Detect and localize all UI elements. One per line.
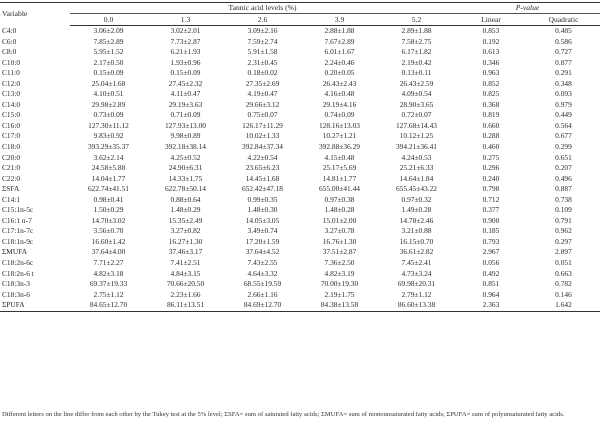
value-cell: 0.15±0.09: [170, 68, 201, 78]
value-cell: 7.36±2.50: [324, 258, 355, 268]
linear-pvalue-cell: 0.275: [482, 152, 500, 162]
tannic-acid-group-header: Tannic acid levels (%): [70, 3, 455, 14]
value-cell: 1.48±0.30: [247, 205, 278, 215]
table-row: [0, 68, 600, 79]
value-cell: 0.13±0.11: [401, 68, 432, 78]
quadratic-pvalue-cell: 0.677: [555, 131, 572, 141]
table-row: [0, 290, 600, 301]
variable-cell: ΣSFA: [2, 184, 20, 194]
table-row: [0, 226, 600, 237]
value-cell: 4.19±0.47: [247, 89, 278, 99]
value-cell: 7.71±2.27: [93, 258, 124, 268]
quadratic-pvalue-cell: 0.738: [555, 194, 572, 204]
quadratic-pvalue-cell: 0.291: [555, 68, 572, 78]
value-cell: 0.97±0.32: [401, 194, 432, 204]
value-cell: 2.31±0.45: [247, 57, 278, 67]
value-cell: 69.98±20.31: [397, 279, 436, 289]
level-header: 2.6: [224, 14, 301, 26]
value-cell: 7.43±2.55: [247, 258, 278, 268]
quadratic-pvalue-cell: 0.485: [555, 26, 572, 35]
value-cell: 7.41±2.51: [170, 258, 201, 268]
linear-pvalue-cell: 0.185: [482, 226, 500, 236]
value-cell: 14.05±3.05: [245, 215, 280, 225]
value-cell: 15.35±2.49: [168, 215, 203, 225]
table-row: [0, 110, 600, 121]
linear-pvalue-cell: 0.613: [482, 47, 500, 57]
value-cell: 5.95±1.52: [93, 47, 124, 57]
linear-pvalue-cell: 0.900: [482, 215, 500, 225]
value-cell: 84.38±13.58: [301, 300, 378, 311]
value-cell: 1.93±0.96: [170, 57, 201, 67]
value-cell: 0.99±0.35: [247, 194, 278, 204]
quadratic-header: Quadratic: [527, 14, 600, 26]
value-cell: 9.83±0.92: [93, 131, 124, 141]
quadratic-pvalue-cell: 0.962: [555, 226, 572, 236]
table-row: [0, 100, 600, 111]
linear-pvalue-cell: 0.964: [482, 289, 500, 299]
variable-cell: C22:0: [2, 173, 21, 183]
variable-cell: C16:1 n-7: [2, 215, 32, 225]
value-cell: 29.19±3.63: [168, 99, 203, 109]
value-cell: 0.98±0.41: [93, 194, 124, 204]
value-cell: 0.18±0.02: [247, 68, 278, 78]
quadratic-pvalue-cell: 0.586: [555, 36, 572, 46]
linear-pvalue-cell: 0.056: [482, 258, 500, 268]
value-cell: 2.19±1.75: [324, 289, 355, 299]
linear-pvalue-cell: 2.967: [482, 247, 500, 257]
variable-cell: C8:0: [2, 47, 17, 57]
linear-pvalue-cell: 0.377: [482, 205, 500, 215]
value-cell: 622.78±50.14: [164, 184, 206, 194]
value-cell: 3.56±0.70: [93, 226, 124, 236]
quadratic-pvalue-cell: 0.564: [555, 120, 572, 130]
linear-pvalue-cell: 0.851: [482, 279, 500, 289]
value-cell: 394.21±36.41: [395, 142, 437, 152]
variable-cell: C12:0: [2, 78, 21, 88]
variable-header: Variable: [0, 3, 70, 26]
value-cell: 0.73±0.09: [93, 110, 124, 120]
variable-cell: C20:0: [2, 152, 21, 162]
value-cell: 14.78±2.46: [399, 215, 434, 225]
value-cell: 14.45±1.68: [245, 173, 280, 183]
value-cell: 2.89±1.88: [401, 26, 432, 35]
value-cell: 622.74±41.51: [87, 184, 129, 194]
value-cell: 10.02±1.33: [245, 131, 280, 141]
quadratic-pvalue-cell: 0.146: [555, 289, 572, 299]
quadratic-pvalue-cell: 0.207: [555, 163, 572, 173]
table-row: [0, 184, 600, 195]
linear-pvalue-cell: 0.712: [482, 194, 500, 204]
quadratic-pvalue-cell: 0.299: [555, 142, 572, 152]
variable-cell: C14:0: [2, 99, 21, 109]
value-cell: 16.27±1.30: [168, 236, 203, 246]
variable-cell: C18:3n-3: [2, 279, 30, 289]
value-cell: 1.50±0.29: [93, 205, 124, 215]
linear-pvalue-cell: 0.346: [482, 57, 500, 67]
value-cell: 2.75±1.12: [93, 289, 124, 299]
value-cell: 10.27±1.21: [322, 131, 357, 141]
value-cell: 4.82±3.19: [324, 268, 355, 278]
value-cell: 3.02±2.01: [170, 26, 201, 35]
value-cell: 392.18±38.14: [164, 142, 206, 152]
value-cell: 9.98±0.89: [170, 131, 201, 141]
value-cell: 16.15±0.70: [399, 236, 434, 246]
value-cell: 86.60±13.38: [378, 300, 455, 311]
value-cell: 27.45±2.32: [168, 78, 203, 88]
value-cell: 0.72±0.07: [401, 110, 432, 120]
linear-pvalue-cell: 0.492: [482, 268, 500, 278]
value-cell: 4.15±0.48: [324, 152, 355, 162]
value-cell: 3.09±2.16: [247, 26, 278, 35]
linear-pvalue-cell: 0.240: [482, 173, 500, 183]
value-cell: 15.01±2.00: [322, 215, 357, 225]
value-cell: 127.93±13.00: [164, 120, 206, 130]
value-cell: 2.24±0.46: [324, 57, 355, 67]
table-row: [0, 269, 600, 280]
linear-pvalue-cell: 0.288: [482, 131, 500, 141]
linear-pvalue-cell: 0.460: [482, 142, 500, 152]
value-cell: 37.46±3.17: [168, 247, 203, 257]
value-cell: 3.27±0.78: [324, 226, 355, 236]
level-header: 0.0: [70, 14, 147, 26]
value-cell: 4.73±3.24: [401, 268, 432, 278]
value-cell: 652.42±47.18: [241, 184, 283, 194]
quadratic-pvalue-cell: 0.727: [555, 47, 572, 57]
value-cell: 7.45±2.41: [401, 258, 432, 268]
table-footnote: Different letters on the line differ from each other by the Tukey test at the 5% level; ΣSFA= sum of saturated fatty acids; ΣMUFA= sum of monounsaturated fatty acids; ΣPUFA= sum of polyunsaturated fatty acids.: [2, 411, 565, 418]
value-cell: 24.90±6.31: [168, 163, 203, 173]
table-row: [0, 131, 600, 142]
quadratic-pvalue-cell: 0.449: [555, 110, 572, 120]
quadratic-pvalue-cell: 0.651: [555, 152, 572, 162]
value-cell: 0.88±0.64: [170, 194, 201, 204]
value-cell: 4.84±3.15: [170, 268, 201, 278]
value-cell: 14.70±3.02: [91, 215, 126, 225]
variable-cell: C14:1: [2, 194, 21, 204]
value-cell: 25.17±5.69: [322, 163, 357, 173]
value-cell: 3.49±0.74: [247, 226, 278, 236]
variable-cell: C18:2n-6c: [2, 258, 34, 268]
value-cell: 14.64±1.84: [399, 173, 434, 183]
value-cell: 2.88±1.88: [324, 26, 355, 35]
value-cell: 14.81±1.77: [322, 173, 357, 183]
table-row: [0, 47, 600, 58]
value-cell: 126.17±11.29: [242, 120, 283, 130]
value-cell: 2.17±0.50: [93, 57, 124, 67]
value-cell: 0.97±0.38: [324, 194, 355, 204]
value-cell: 0.15±0.09: [93, 68, 124, 78]
quadratic-pvalue-cell: 2.897: [555, 247, 572, 257]
value-cell: 4.22±0.54: [247, 152, 278, 162]
value-cell: 2.66±1.16: [247, 289, 278, 299]
value-cell: 23.65±6.23: [245, 163, 280, 173]
variable-cell: C18:1n-9c: [2, 236, 34, 246]
value-cell: 6.01±1.67: [324, 47, 355, 57]
table-row: [0, 26, 600, 37]
table-row: [0, 58, 600, 69]
quadratic-pvalue-cell: 0.496: [555, 173, 572, 183]
variable-cell: C15:1n-5c: [2, 205, 34, 215]
value-cell: 1.49±0.28: [401, 205, 432, 215]
value-cell: 16.60±1.42: [91, 236, 126, 246]
value-cell: 5.91±1.58: [247, 47, 278, 57]
value-cell: 1.48±0.29: [170, 205, 201, 215]
linear-pvalue-cell: 0.368: [482, 99, 500, 109]
header-row-columns: [0, 14, 600, 26]
value-cell: 68.55±19.59: [243, 279, 282, 289]
table-row: [0, 205, 600, 216]
linear-pvalue-cell: 0.825: [482, 89, 500, 99]
variable-cell: C10:0: [2, 57, 21, 67]
value-cell: 4.11±0.47: [170, 89, 201, 99]
header-row-groups: [0, 3, 600, 14]
value-cell: 3.62±2.14: [93, 152, 124, 162]
variable-cell: C17:0: [2, 131, 21, 141]
variable-cell: C18:0: [2, 142, 21, 152]
linear-pvalue-cell: 0.296: [482, 163, 500, 173]
variable-cell: C18:3n-6: [2, 289, 30, 299]
fatty-acid-table: [0, 2, 600, 312]
quadratic-pvalue-cell: 0.051: [555, 258, 572, 268]
quadratic-pvalue-cell: 0.663: [555, 268, 572, 278]
value-cell: 37.64±4.00: [91, 247, 126, 257]
value-cell: 392.88±36.29: [318, 142, 360, 152]
variable-cell: C16:0: [2, 120, 21, 130]
value-cell: 84.65±12.70: [70, 300, 147, 311]
level-header: 3.9: [301, 14, 378, 26]
value-cell: 17.20±1.59: [245, 236, 280, 246]
value-cell: 69.37±19.33: [89, 279, 128, 289]
value-cell: 6.17±1.82: [401, 47, 432, 57]
table-row: [0, 153, 600, 164]
value-cell: 128.16±13.03: [318, 120, 360, 130]
quadratic-pvalue-cell: 1.642: [527, 300, 600, 311]
linear-pvalue-cell: 0.963: [482, 68, 500, 78]
value-cell: 6.21±1.93: [170, 47, 201, 57]
variable-cell: C13:0: [2, 89, 21, 99]
value-cell: 26.43±2.43: [322, 78, 357, 88]
variable-cell: ΣMUFA: [2, 247, 28, 257]
value-cell: 28.90±3.65: [399, 99, 434, 109]
level-header: 1.3: [147, 14, 224, 26]
quadratic-pvalue-cell: 0.887: [555, 184, 572, 194]
value-cell: 655.45±43.22: [395, 184, 437, 194]
table-row: [0, 237, 600, 248]
value-cell: 4.09±0.54: [401, 89, 432, 99]
linear-pvalue-cell: 0.192: [482, 36, 500, 46]
value-cell: 7.58±2.75: [401, 36, 432, 46]
value-cell: 29.19±4.16: [322, 99, 357, 109]
linear-pvalue-cell: 0.798: [482, 184, 500, 194]
linear-header: Linear: [455, 14, 527, 26]
value-cell: 7.85±2.89: [93, 36, 124, 46]
quadratic-pvalue-cell: 0.297: [555, 236, 572, 246]
table-row: [0, 300, 600, 311]
value-cell: 1.48±0.28: [324, 205, 355, 215]
table-row: [0, 163, 600, 174]
value-cell: 14.04±1.77: [91, 173, 126, 183]
value-cell: 4.10±0.51: [93, 89, 124, 99]
value-cell: 392.84±37.34: [241, 142, 283, 152]
value-cell: 84.69±12.70: [224, 300, 301, 311]
level-header: 5.2: [378, 14, 455, 26]
variable-cell: C6:0: [2, 36, 17, 46]
value-cell: 3.27±0.82: [170, 226, 201, 236]
table-row: [0, 195, 600, 206]
linear-pvalue-cell: 2.363: [455, 300, 527, 311]
variable-cell: C18:2n-6 t: [2, 268, 34, 278]
value-cell: 36.61±2.82: [399, 247, 434, 257]
value-cell: 26.43±2.59: [399, 78, 434, 88]
value-cell: 127.68±14.43: [395, 120, 437, 130]
linear-pvalue-cell: 0.660: [482, 120, 500, 130]
value-cell: 27.35±2.69: [245, 78, 280, 88]
value-cell: 127.30±11.12: [88, 120, 129, 130]
value-cell: 29.66±3.12: [245, 99, 280, 109]
value-cell: 14.33±1.75: [168, 173, 203, 183]
table-row: [0, 89, 600, 100]
value-cell: 2.23±1.66: [170, 289, 201, 299]
value-cell: 37.64±4.52: [245, 247, 280, 257]
value-cell: 10.12±1.25: [399, 131, 434, 141]
table-row: [0, 174, 600, 185]
value-cell: 37.51±2.87: [322, 247, 357, 257]
value-cell: 4.24±0.53: [401, 152, 432, 162]
linear-pvalue-cell: 0.853: [482, 26, 500, 35]
variable-cell: C21:0: [2, 163, 21, 173]
variable-cell: C4:0: [2, 25, 17, 35]
value-cell: 25.21±6.33: [399, 163, 434, 173]
value-cell: 4.82±3.18: [93, 268, 124, 278]
value-cell: 3.06±2.09: [93, 26, 124, 35]
linear-pvalue-cell: 0.819: [482, 110, 500, 120]
quadratic-pvalue-cell: 0.782: [555, 279, 572, 289]
value-cell: 393.29±35.37: [87, 142, 129, 152]
value-cell: 3.21±0.88: [401, 226, 432, 236]
variable-cell: C11:0: [2, 68, 20, 78]
quadratic-pvalue-cell: 0.979: [555, 99, 572, 109]
table-row: [0, 142, 600, 153]
variable-cell: ΣPUFA: [0, 300, 70, 311]
table-row: [0, 121, 600, 132]
value-cell: 24.58±5.88: [91, 163, 126, 173]
value-cell: 2.79±1.12: [401, 289, 432, 299]
table-row: [0, 247, 600, 258]
value-cell: 7.59±2.74: [247, 36, 278, 46]
value-cell: 0.20±0.05: [324, 68, 355, 78]
p-value-group-header: P-value: [455, 3, 600, 14]
value-cell: 655.00±41.44: [318, 184, 360, 194]
value-cell: 0.74±0.09: [324, 110, 355, 120]
table-row: [0, 79, 600, 90]
variable-cell: C15:0: [2, 110, 21, 120]
value-cell: 16.76±1.30: [322, 236, 357, 246]
value-cell: 2.19±0.42: [401, 57, 432, 67]
quadratic-pvalue-cell: 0.791: [555, 215, 572, 225]
value-cell: 7.67±2.89: [324, 36, 355, 46]
variable-cell: C17:1n-7c: [2, 226, 34, 236]
value-cell: 70.66±20.50: [166, 279, 205, 289]
value-cell: 4.64±3.32: [247, 268, 278, 278]
quadratic-pvalue-cell: 0.348: [555, 78, 572, 88]
table-body: [0, 26, 600, 312]
table-row: [0, 37, 600, 48]
table-row: [0, 258, 600, 269]
value-cell: 7.73±2.87: [170, 36, 201, 46]
table-row: [0, 279, 600, 290]
value-cell: 4.16±0.48: [324, 89, 355, 99]
value-cell: 70.00±19.30: [320, 279, 359, 289]
table-row: [0, 216, 600, 227]
value-cell: 25.04±1.68: [91, 78, 126, 88]
value-cell: 0.75±0.07: [247, 110, 278, 120]
linear-pvalue-cell: 0.793: [482, 236, 500, 246]
value-cell: 4.25±0.52: [170, 152, 201, 162]
quadratic-pvalue-cell: 0.109: [555, 205, 572, 215]
linear-pvalue-cell: 0.852: [482, 78, 500, 88]
value-cell: 29.98±2.89: [91, 99, 126, 109]
quadratic-pvalue-cell: 0.093: [555, 89, 572, 99]
value-cell: 86.11±13.51: [147, 300, 224, 311]
quadratic-pvalue-cell: 0.877: [555, 57, 572, 67]
value-cell: 0.71±0.09: [170, 110, 201, 120]
